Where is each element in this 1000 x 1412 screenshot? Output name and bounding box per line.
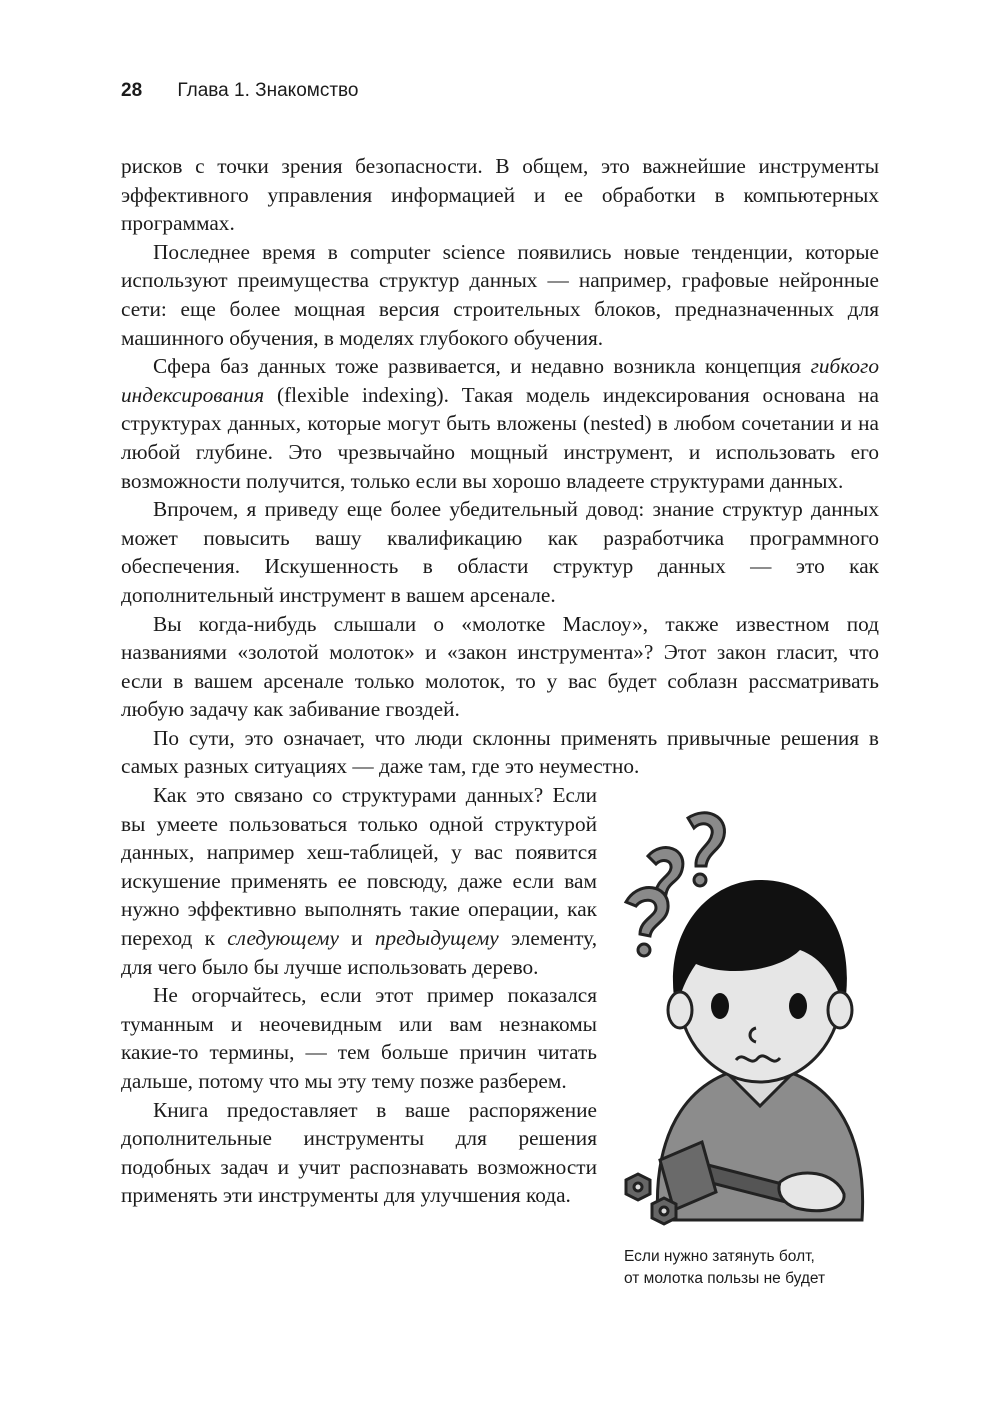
question-mark-icon <box>688 813 724 886</box>
left-ear <box>668 992 692 1028</box>
running-header <box>121 80 359 102</box>
paragraph-6: По сути, это означает, что люди склонны применять привычные решения в самых разных ситуациях — даже там, где это неуместно. <box>121 725 879 779</box>
caption-line-2: от молотка пользы не будет <box>624 1270 826 1287</box>
right-eye <box>789 993 807 1019</box>
paragraph-5: Вы когда-нибудь слышали о «молотке Маслоу», также известном под названиями «золотой молоток» и «закон инструмента»? Этот закон гласит, что если в вашем арсенале только молоток, то у вас будет соблазн рассматривать любую задачу как забивание гвоздей. <box>121 611 879 722</box>
italic-next: следующему <box>227 926 339 951</box>
paragraph-1: рисков с точки зрения безопасности. В общем, это важнейшие инструменты эффективного управления информацией и ее обработки в компьютерных программах. <box>121 154 879 236</box>
paragraph-3 <box>121 352 879 495</box>
right-ear <box>828 992 852 1028</box>
paragraph-8: Не огорчайтесь, если этот пример показался туманным и неочевидным или вам незнакомы какие-то термины, — тем больше причин читать дальше, потому что мы эту тему позже разберем. <box>121 983 597 1093</box>
italic-term: гибкого индексирования <box>121 354 879 407</box>
confused-boy-illustration <box>600 810 890 1250</box>
bolt-icon <box>652 1198 676 1224</box>
paragraph-3-part-1: Сфера баз данных тоже развивается, и недавно возникла концепция <box>153 354 811 379</box>
question-mark-icon <box>626 888 668 956</box>
bolt-icon <box>626 1174 650 1200</box>
paragraph-2: Последнее время в computer science появились новые тенденции, которые используют преимущества структур данных — например, графовые нейронные сети: еще более мощная версия строительных блоков, предназначенных для машинного обучения, в моделях глубокого обучения. <box>121 239 879 350</box>
page-number: 28 <box>121 80 143 101</box>
paragraph-7 <box>121 781 597 981</box>
paragraph-7-part-2: и <box>338 926 375 951</box>
chapter-title: Глава 1. Знакомство <box>177 80 359 101</box>
paragraph-7-part-3: элементу, для чего было бы лучше использовать дерево. <box>121 926 598 979</box>
paragraph-7-part-1: Как это связано со структурами данных? Если вы умеете пользоваться только одной структурой данных, например хеш-таблицей, у вас появится искушение применять ее повсюду, даже если вам нужно эффективно выполнять такие операции, как переход к <box>121 783 597 951</box>
italic-previous: предыдущему <box>374 926 499 951</box>
narrow-column <box>121 781 597 1210</box>
figure-caption <box>624 1246 894 1290</box>
paragraph-3-part-2: (flexible indexing). Такая модель индексирования основана на структурах данных, которые могут быть вложены (nested) в любом сочетании и на любой глубине. Это чрезвычайно мощный инструмент, и использовать его возможности получится, только если вы хорошо владеете структурами данных. <box>121 382 879 493</box>
caption-line-1: Если нужно затянуть болт, <box>624 1248 815 1265</box>
left-eye <box>711 993 729 1019</box>
paragraph-4: Впрочем, я приведу еще более убедительный довод: знание структур данных может повысить вашу квалификацию как разработчика программного обеспечения. Искушенность в области структур данных — это как дополнительный инструмент в вашем арсенале. <box>121 497 879 607</box>
paragraph-9: Книга предоставляет в ваше распоряжение дополнительные инструменты для решения подобных задач и учит распознавать возможности применять эти инструменты для улучшения кода. <box>121 1097 597 1208</box>
